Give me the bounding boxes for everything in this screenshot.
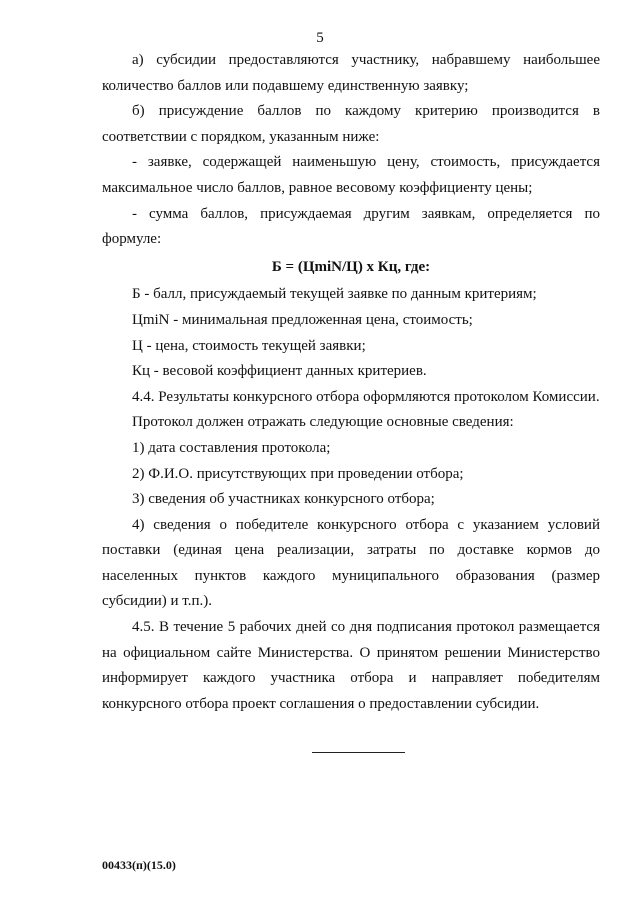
paragraph-4-4: 4.4. Результаты конкурсного отбора оформляются протоколом Комиссии. — [132, 388, 600, 405]
page-number: 5 — [316, 30, 324, 46]
document-body — [102, 48, 600, 717]
paragraph-4-5: 4.5. В течение 5 рабочих дней со дня подписания протокол размещается на официальном сайте Министерства. О принятом решении Министерство информирует каждого участника отбора и направляет победителям конкурсного отбора проект соглашения о предоставлении субсидии. — [102, 619, 600, 712]
list-item-participants: 3) сведения об участниках конкурсного отбора; — [132, 491, 435, 508]
paragraph-protocol-contents: Протокол должен отражать следующие основные сведения: — [132, 414, 514, 431]
list-item-winner: 4) сведения о победителе конкурсного отбора с указанием условий поставки (единая цена реализации, затраты по доставке кормов до населенных пунктов каждого муниципального образования (размер субсидии) и т.п.). — [102, 516, 600, 610]
definition-score: Б - балл, присуждаемый текущей заявке по данным критериям; — [132, 286, 537, 303]
paragraph-other-bids: - сумма баллов, присуждаемая другим заявкам, определяется по формуле: — [102, 205, 600, 248]
definition-weight-coefficient: Кц - весовой коэффициент данных критериев. — [132, 363, 427, 380]
list-item-attendees: 2) Ф.И.О. присутствующих при проведении отбора; — [132, 465, 464, 482]
paragraph-scoring-rule: б) присуждение баллов по каждому критерию производится в соответствии с порядком, указанным ниже: — [102, 103, 600, 145]
scoring-formula: Б = (ЦmiN/Ц) х Кц, где: — [271, 258, 431, 275]
document-code: 00433(п)(15.0) — [102, 858, 176, 872]
definition-min-price: ЦmiN - минимальная предложенная цена, стоимость; — [132, 311, 473, 328]
paragraph-lowest-price: - заявке, содержащей наименьшую цену, стоимость, присуждается максимальное число баллов, равное весовому коэффициенту цены; — [102, 154, 600, 196]
paragraph-subsidy-rule: а) субсидии предоставляются участнику, набравшему наибольшее количество баллов или подавшему единственную заявку; — [102, 52, 600, 94]
end-divider — [312, 752, 405, 753]
definition-current-price: Ц - цена, стоимость текущей заявки; — [132, 337, 366, 354]
list-item-date: 1) дата составления протокола; — [132, 439, 331, 456]
